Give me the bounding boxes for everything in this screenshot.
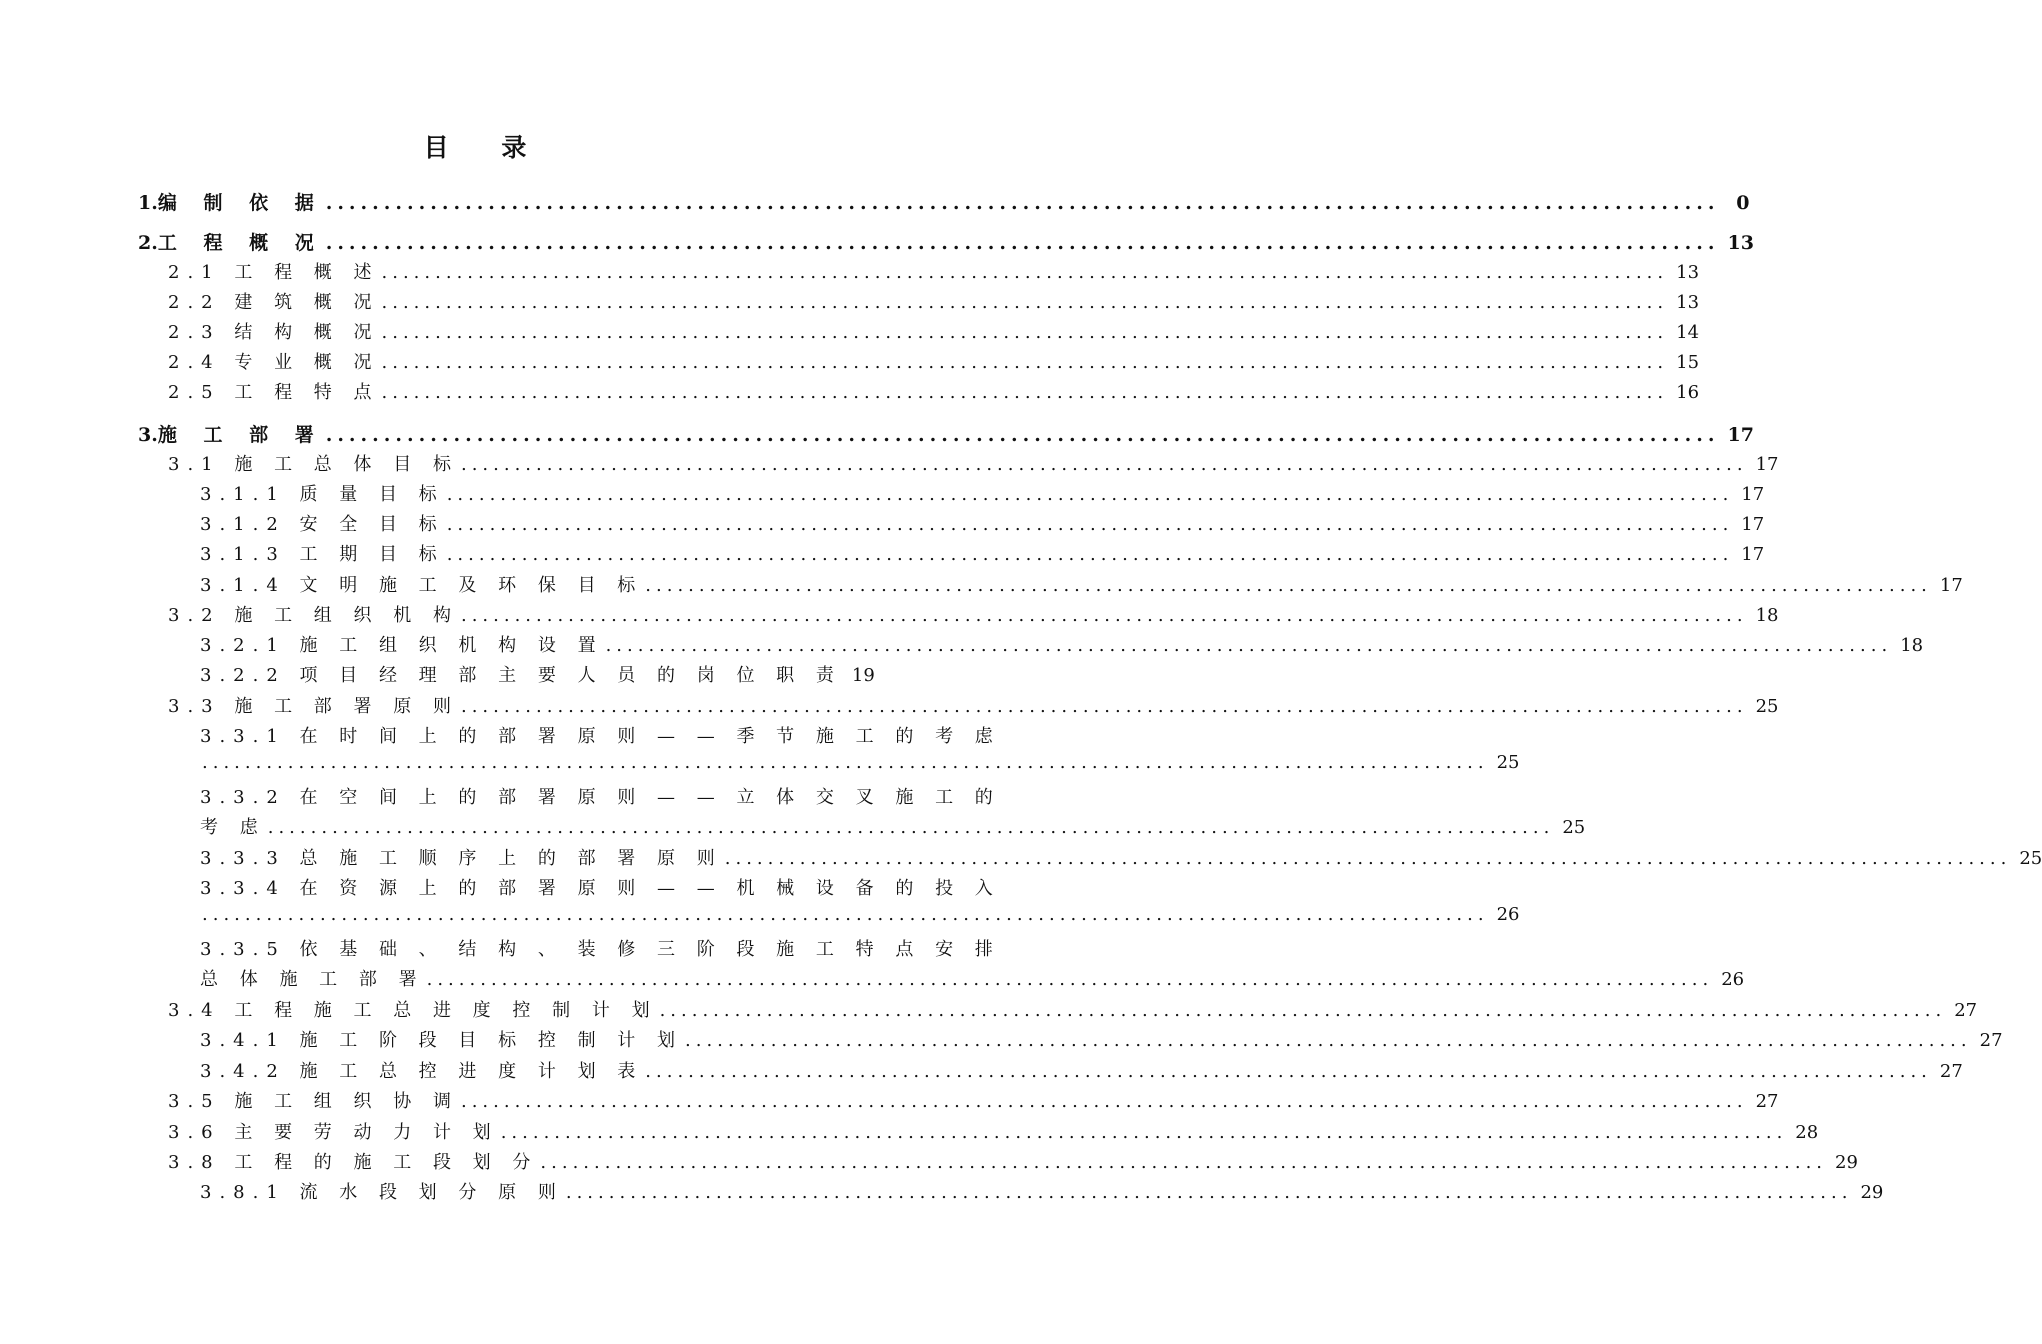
toc-label: 施 工 部 署 [157, 424, 324, 446]
leader-dots [447, 484, 1734, 505]
toc-number: 3. [138, 424, 158, 446]
leader-dots [461, 696, 1748, 717]
toc-label: 2.2 建 筑 概 况 [168, 292, 380, 313]
toc-entry-1[interactable] [138, 188, 1750, 214]
toc-page: 17 [1755, 454, 1779, 475]
leader-dots [382, 292, 1669, 313]
toc-page: 13 [1676, 262, 1700, 283]
leader-dots [382, 352, 1669, 373]
toc-entry-2-5[interactable] [168, 378, 1700, 404]
toc-page: 13 [1727, 232, 1754, 254]
toc-entry-3-4[interactable] [168, 996, 1978, 1022]
toc-number: 1. [138, 192, 158, 214]
toc-entry-3-8[interactable] [168, 1148, 1858, 1174]
toc-entry-3-1-3[interactable] [200, 540, 1765, 566]
leader-dots [540, 1152, 1827, 1173]
toc-label: 3.2 施 工 组 织 机 构 [168, 605, 459, 626]
toc-label: 3.3.3 总 施 工 顺 序 上 的 部 署 原 则 [200, 848, 723, 869]
toc-entry-3-3-5-line2[interactable] [200, 965, 1745, 991]
toc-title: 目 录 [423, 133, 549, 162]
leader-dots [326, 424, 1720, 446]
toc-page: 18 [1755, 605, 1779, 626]
toc-label: 3.5 施 工 组 织 协 调 [168, 1091, 459, 1112]
toc-page: 17 [1727, 424, 1754, 446]
toc-page: 15 [1676, 352, 1700, 373]
toc-entry-3-3-1-line2[interactable] [200, 752, 1520, 778]
toc-entry-3-8-1[interactable] [200, 1178, 1884, 1204]
leader-dots [382, 382, 1669, 403]
toc-label: 3.4 工 程 施 工 总 进 度 控 制 计 划 [168, 1000, 658, 1021]
toc-entry-3[interactable] [138, 420, 1754, 446]
toc-page: 27 [1979, 1030, 2003, 1051]
leader-dots [268, 817, 1555, 838]
toc-page: 27 [1939, 1061, 1963, 1082]
toc-page: 17 [1939, 575, 1963, 596]
toc-label: 2.1 工 程 概 述 [168, 262, 380, 283]
leader-dots [447, 544, 1734, 565]
toc-page: 25 [1496, 752, 1520, 773]
toc-label: 3.4.1 施 工 阶 段 目 标 控 制 计 划 [200, 1030, 684, 1051]
toc-page: 14 [1676, 322, 1700, 343]
toc-page: 13 [1676, 292, 1700, 313]
toc-entry-3-3[interactable] [168, 692, 1779, 718]
leader-dots [501, 1122, 1788, 1143]
toc-page: 17 [1741, 544, 1765, 565]
leader-dots [606, 635, 1893, 656]
toc-entry-3-3-2-line1[interactable]: 3.3.2 在 空 间 上 的 部 署 原 则 — — 立 体 交 叉 施 工 的 [200, 787, 1001, 808]
toc-entry-3-5[interactable] [168, 1087, 1779, 1113]
leader-dots [461, 605, 1748, 626]
toc-page: 16 [1676, 382, 1700, 403]
toc-label: 2.4 专 业 概 况 [168, 352, 380, 373]
toc-entry-2-2[interactable] [168, 288, 1700, 314]
toc-page: 18 [1900, 635, 1924, 656]
toc-label: 3.1 施 工 总 体 目 标 [168, 454, 459, 475]
leader-dots [685, 1030, 1972, 1051]
leader-dots [645, 575, 1932, 596]
toc-label: 3.2.2 项 目 经 理 部 主 要 人 员 的 岗 位 职 责 [200, 665, 842, 686]
toc-entry-3-1-2[interactable] [200, 510, 1765, 536]
toc-label: 考 虑 [200, 817, 266, 838]
leader-dots [427, 969, 1714, 990]
toc-entry-3-3-2-line2[interactable] [200, 813, 1586, 839]
toc-label: 3.3 施 工 部 署 原 则 [168, 696, 459, 717]
toc-page: 26 [1721, 969, 1745, 990]
leader-dots [382, 322, 1669, 343]
leader-dots [326, 192, 1720, 214]
toc-page: 27 [1755, 1091, 1779, 1112]
toc-entry-3-2-1[interactable] [200, 631, 1924, 657]
toc-entry-2-4[interactable] [168, 348, 1700, 374]
toc-page: 19 [851, 665, 875, 686]
toc-entry-3-1[interactable] [168, 450, 1779, 476]
toc-entry-3-2-2[interactable] [200, 661, 875, 687]
toc-number: 2. [138, 232, 158, 254]
toc-label: 工 程 概 况 [157, 232, 324, 254]
toc-label: 3.4.2 施 工 总 控 进 度 计 划 表 [200, 1061, 644, 1082]
toc-page: 25 [2019, 848, 2042, 869]
leader-dots [461, 454, 1748, 475]
leader-dots [202, 752, 1489, 773]
toc-entry-2-1[interactable] [168, 258, 1700, 284]
leader-dots [202, 904, 1489, 925]
toc-page: 25 [1755, 696, 1779, 717]
toc-page: 17 [1741, 514, 1765, 535]
toc-page: 28 [1795, 1122, 1819, 1143]
toc-page: 17 [1741, 484, 1765, 505]
toc-entry-2-3[interactable] [168, 318, 1700, 344]
toc-entry-3-3-5-line1[interactable]: 3.3.5 依 基 础 、 结 构 、 装 修 三 阶 段 施 工 特 点 安 排 [200, 939, 1001, 960]
leader-dots [447, 514, 1734, 535]
toc-label: 3.2.1 施 工 组 织 机 构 设 置 [200, 635, 604, 656]
leader-dots [326, 232, 1720, 254]
toc-label: 编 制 依 据 [157, 192, 324, 214]
toc-page: 29 [1835, 1152, 1858, 1173]
toc-entry-3-1-1[interactable] [200, 480, 1765, 506]
toc-entry-3-6[interactable] [168, 1118, 1819, 1144]
toc-label: 2.5 工 程 特 点 [168, 382, 380, 403]
leader-dots [725, 848, 2012, 869]
leader-dots [660, 1000, 1947, 1021]
toc-entry-3-3-4-line2[interactable] [200, 904, 1520, 930]
toc-page: 26 [1496, 904, 1520, 925]
leader-dots [461, 1091, 1748, 1112]
toc-label: 3.1.3 工 期 目 标 [200, 544, 445, 565]
toc-label: 总 体 施 工 部 署 [200, 969, 425, 990]
toc-label: 3.1.2 安 全 目 标 [200, 514, 445, 535]
toc-page: 27 [1954, 1000, 1978, 1021]
toc-page: 25 [1562, 817, 1586, 838]
toc-label: 2.3 结 构 概 况 [168, 322, 380, 343]
toc-entry-3-4-2[interactable] [200, 1057, 1963, 1083]
leader-dots [645, 1061, 1932, 1082]
toc-entry-3-4-1[interactable] [200, 1026, 2003, 1052]
toc-label: 3.1.4 文 明 施 工 及 环 保 目 标 [200, 575, 644, 596]
toc-page: 0 [1736, 192, 1750, 214]
leader-dots [566, 1182, 1853, 1203]
toc-entry-3-3-1-line1[interactable]: 3.3.1 在 时 间 上 的 部 署 原 则 — — 季 节 施 工 的 考 虑 [200, 726, 1001, 747]
toc-label: 3.8.1 流 水 段 划 分 原 则 [200, 1182, 564, 1203]
toc-label: 3.1.1 质 量 目 标 [200, 484, 445, 505]
toc-entry-3-3-3[interactable] [200, 844, 2042, 870]
toc-entry-3-2[interactable] [168, 601, 1779, 627]
toc-label: 3.6 主 要 劳 动 力 计 划 [168, 1122, 499, 1143]
toc-entry-3-3-4-line1[interactable]: 3.3.4 在 资 源 上 的 部 署 原 则 — — 机 械 设 备 的 投 入 [200, 878, 1001, 899]
toc-entry-2[interactable] [138, 228, 1754, 254]
toc-label: 3.8 工 程 的 施 工 段 划 分 [168, 1152, 539, 1173]
toc-page: 29 [1860, 1182, 1884, 1203]
leader-dots [382, 262, 1669, 283]
toc-entry-3-1-4[interactable] [200, 571, 1963, 597]
